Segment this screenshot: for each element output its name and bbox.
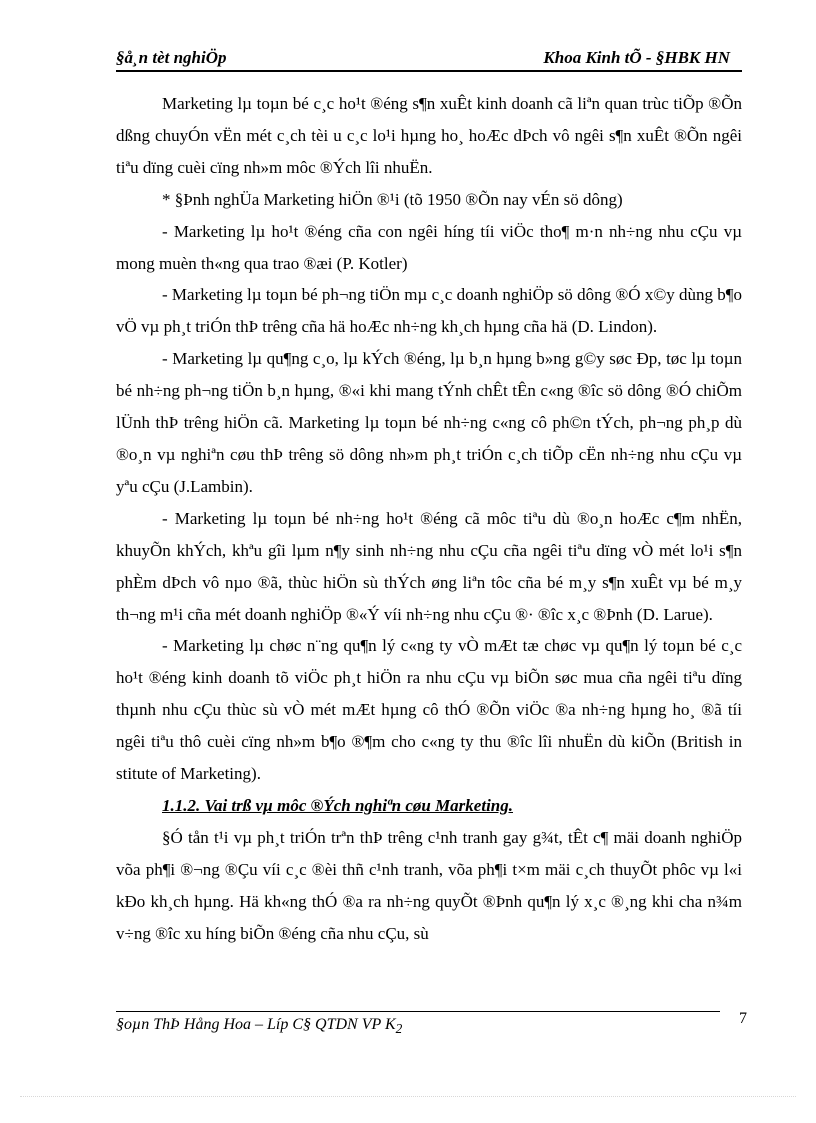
- footer-author: [116, 1016, 402, 1037]
- section-heading: 1.1.2. Vai trß vµ môc ®Ých nghiªn cøu Marketing.: [162, 795, 513, 815]
- body-paragraph: Marketing lµ toµn bé c¸c ho¹t ®éng s¶n xuÊt kinh doanh cã liªn quan trùc tiÕp ®Õn dßng chuyÓn vËn mét c¸ch tèi u c¸c lo¹i hµng ho¸ hoÆc dÞch vô ngêi s¶n xuÊt ®Õn ngêi tiªu dïng cuèi cïng nh»m môc ®Ých lîi nhuËn.: [116, 94, 742, 177]
- page-number: 7: [739, 1010, 747, 1027]
- footer-author-text: §oµn ThÞ Hång Hoa – Líp C§ QTDN VP K: [116, 1016, 396, 1033]
- page-header: [116, 44, 742, 72]
- header-thesis-title: §å¸n tèt nghiÖp: [116, 48, 227, 67]
- body-paragraph: - Marketing lµ chøc n¨ng qu¶n lý c«ng ty vÒ mÆt tæ chøc vµ qu¶n lý toµn bé c¸c ho¹t ®éng kinh doanh tõ viÖc ph¸t hiÖn ra nhu cÇu vµ biÕn søc mua cña ngêi tiªu dïng thµnh nhu cÇu thùc sù vÒ mét mÆt hµng cô thÓ ®Õn viÖc ®a nh÷ng hµng ho¸ ®ã tíi ngêi tiªu thô cuèi cïng nh»m b¶o ®¶m cho c«ng ty thu ®îc lîi nhuËn dù kiÕn (British in stitute of Marketing).: [116, 636, 742, 784]
- footer-divider: [116, 1011, 720, 1012]
- body-paragraph: * §Þnh nghÜa Marketing hiÖn ®¹i (tõ 1950 ®Õn nay vÉn sö dông): [162, 189, 623, 209]
- body-paragraph: - Marketing lµ ho¹t ®éng cña con ngêi híng tíi viÖc tho¶ m·n nh÷ng nhu cÇu vµ mong muèn th«ng qua trao ®æi (P. Kotler): [116, 221, 742, 273]
- body-paragraph: - Marketing lµ toµn bé nh÷ng ho¹t ®éng cã môc tiªu dù ®o¸n hoÆc c¶m nhËn, khuyÕn khÝch, khªu gîi lµm n¶y sinh nh÷ng nhu cÇu cña ngêi tiªu dïng vÒ mét lo¹i s¶n phÈm dÞch vô nµo ®ã, thùc hiÖn sù thÝch øng liªn tôc cña bé m¸y s¶n xuÊt vµ bé m¸y th¬ng m¹i cña mét doanh nghiÖp ®«Ý víi nh÷ng nhu cÇu ®· ®îc x¸c ®Þnh (D. Larue).: [116, 508, 742, 624]
- page-body: [116, 88, 742, 949]
- body-paragraph: - Marketing lµ toµn bé ph¬ng tiÖn mµ c¸c doanh nghiÖp sö dông ®Ó x©y dùng b¶o vÖ vµ ph¸t triÓn thÞ trêng cña hä hoÆc nh÷ng kh¸ch hµng cña hä (D. Lindon).: [116, 285, 742, 337]
- footer-author-subscript: 2: [395, 1021, 403, 1037]
- body-paragraph: §Ó tån t¹i vµ ph¸t triÓn trªn thÞ trêng c¹nh tranh gay g¾t, tÊt c¶ mäi doanh nghiÖp võa ph¶i ®¬ng ®Çu víi c¸c ®èi thñ c¹nh tranh, võa ph¶i t×m mäi c¸ch thuyÕt phôc vµ l«i kÐo kh¸ch hµng. Hä kh«ng thÓ ®a ra nh÷ng quyÕt ®Þnh qu¶n lý x¸c ®¸ng khi cha n¾m v÷ng ®îc xu híng biÕn ®éng cña nhu cÇu, sù: [116, 827, 742, 943]
- body-paragraph: - Marketing lµ qu¶ng c¸o, lµ kÝch ®éng, lµ b¸n hµng b»ng g©y søc Ðp, tøc lµ toµn bé nh÷ng ph¬ng tiÖn b¸n hµng, ®«i khi mang tÝnh chÊt tÊn c«ng ®îc sö dông ®Ó chiÕm lÜnh thÞ trêng hiÖn cã. Marketing lµ toµn bé nh÷ng c«ng cô ph©n tÝch, ph¬ng ph¸p dù ®o¸n vµ nghiªn cøu thÞ trêng sö dông nh»m ph¸t triÓn c¸ch tiÕp cËn nh÷ng nhu cÇu vµ yªu cÇu (J.Lambin).: [116, 349, 742, 496]
- page-edge-divider: [20, 1096, 796, 1097]
- header-faculty: Khoa Kinh tÕ - §HBK HN: [543, 48, 730, 67]
